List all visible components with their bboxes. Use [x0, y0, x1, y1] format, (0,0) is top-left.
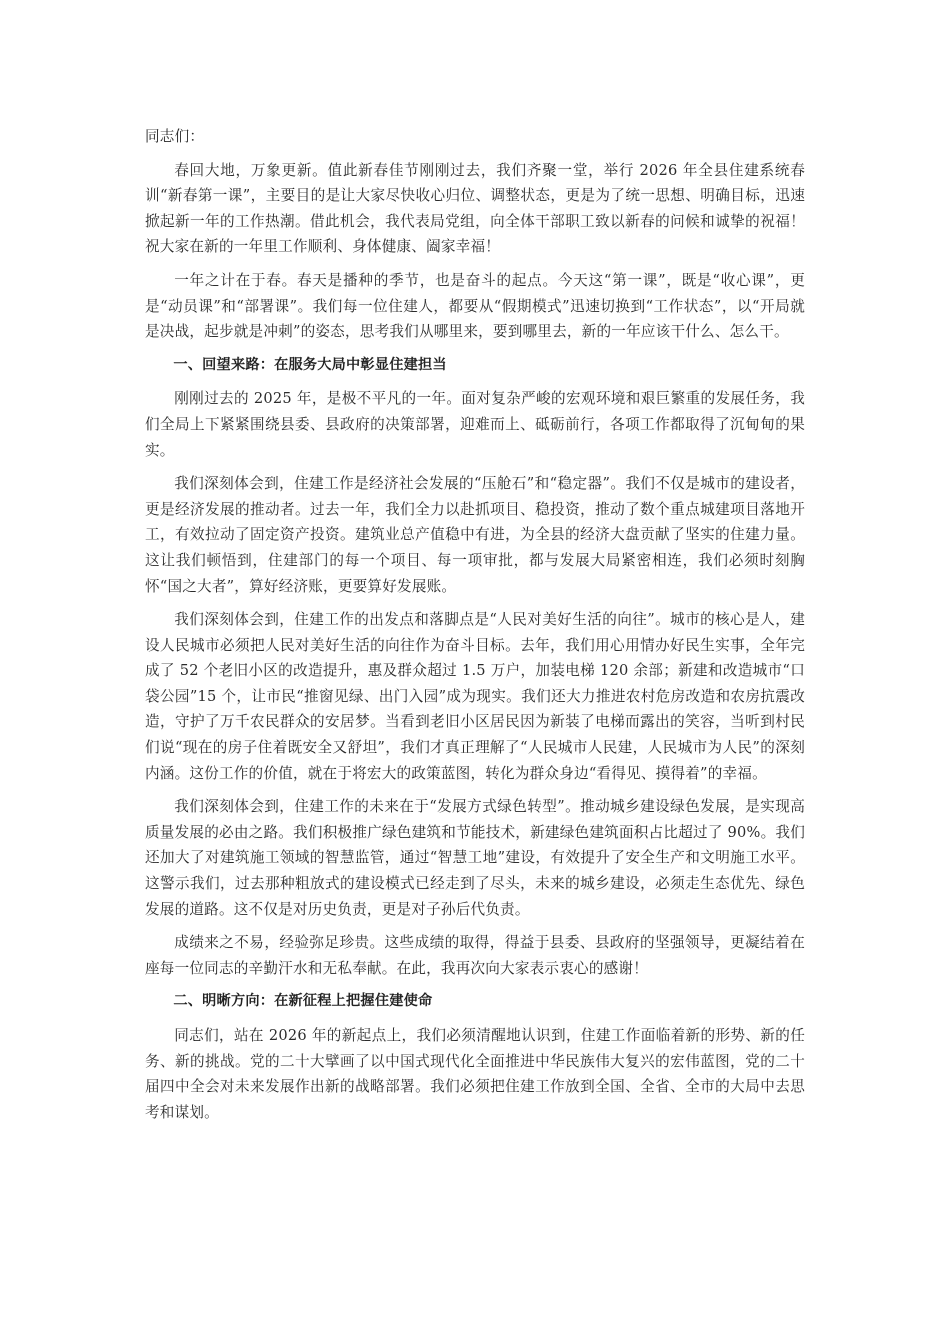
paragraph-1: 春回大地，万象更新。值此新春佳节刚刚过去，我们齐聚一堂，举行 2026 年全县住建系统春训“新春第一课”，主要目的是让大家尽快收心归位、调整状态，更是为了统一思想、明确目标，迅速掀起新一年的工作热潮。借此机会，我代表局党组，向全体干部职工致以新春的问候和诚挚的祝福！祝大家在新的一年里工作顺利、身体健康、阖家幸福！ — [145, 161, 805, 256]
section-heading-1: 一、回望来路：在服务大局中彰显住建担当 — [173, 356, 447, 373]
salutation: 同志们： — [145, 128, 205, 145]
paragraph-3: 刚刚过去的 2025 年，是极不平凡的一年。面对复杂严峻的宏观环境和艰巨繁重的发展任务，我们全局上下紧紧围绕县委、县政府的决策部署，迎难而上、砥砺前行，各项工作都取得了沉甸甸的果实。 — [145, 390, 805, 459]
paragraph-5: 我们深刻体会到，住建工作的出发点和落脚点是“人民对美好生活的向往”。城市的核心是人，建设人民城市必须把人民对美好生活的向往作为奋斗目标。去年，我们用心用情办好民生实事，全年完成了 52 个老旧小区的改造提升，惠及群众超过 1.5 万户，加装电梯 120 余部；新建和改造城市“口袋公园”15 个，让市民“推窗见绿、出门入园”成为现实。我们还大力推进农村危房改造和农房抗震改造，守护了万千农民群众的安居梦。当看到老旧小区居民因为新装了电梯而露出的笑容，当听到村民们说“现在的房子住着既安全又舒坦”，我们才真正理解了“人民城市人民建，人民城市为人民”的深刻内涵。这份工作的价值，就在于将宏大的政策蓝图，转化为群众身边“看得见、摸得着”的幸福。 — [145, 611, 805, 782]
paragraph-7: 成绩来之不易，经验弥足珍贵。这些成绩的取得，得益于县委、县政府的坚强领导，更凝结着在座每一位同志的辛勤汗水和无私奉献。在此，我再次向大家表示衷心的感谢！ — [145, 934, 805, 977]
paragraph-4: 我们深刻体会到，住建工作是经济社会发展的“压舱石”和“稳定器”。我们不仅是城市的建设者，更是经济发展的推动者。过去一年，我们全力以赴抓项目、稳投资，推动了数个重点城建项目落地开工，有效拉动了固定资产投资。建筑业总产值稳中有进，为全县的经济大盘贡献了坚实的住建力量。这让我们顿悟到，住建部门的每一个项目、每一项审批，都与发展大局紧密相连，我们必须时刻胸怀“国之大者”，算好经济账，更要算好发展账。 — [145, 475, 805, 595]
paragraph-8: 同志们，站在 2026 年的新起点上，我们必须清醒地认识到，住建工作面临着新的形势、新的任务、新的挑战。党的二十大擘画了以中国式现代化全面推进中华民族伟大复兴的宏伟蓝图，党的二十届四中全会对未来发展作出新的战略部署。我们必须把住建工作放到全国、全省、全市的大局中去思考和谋划。 — [145, 1027, 805, 1121]
paragraph-2: 一年之计在于春。春天是播种的季节，也是奋斗的起点。今天这“第一课”，既是“收心课”，更是“动员课”和“部署课”。我们每一位住建人，都要从“假期模式”迅速切换到“工作状态”，以“开局就是决战，起步就是冲刺”的姿态，思考我们从哪里来，要到哪里去，新的一年应该干什么、怎么干。 — [145, 271, 805, 341]
paragraph-6: 我们深刻体会到，住建工作的未来在于“发展方式绿色转型”。推动城乡建设绿色发展，是实现高质量发展的必由之路。我们积极推广绿色建筑和节能技术，新建绿色建筑面积占比超过了 90%。我们还加大了对建筑施工领域的智慧监管，通过“智慧工地”建设，有效提升了安全生产和文明施工水平。这警示我们，过去那种粗放式的建设模式已经走到了尽头，未来的城乡建设，必须走生态优先、绿色发展的道路。这不仅是对历史负责，更是对子孙后代负责。 — [145, 798, 805, 918]
section-heading-2: 二、明晰方向：在新征程上把握住建使命 — [173, 993, 433, 1010]
document-body — [145, 124, 805, 1133]
